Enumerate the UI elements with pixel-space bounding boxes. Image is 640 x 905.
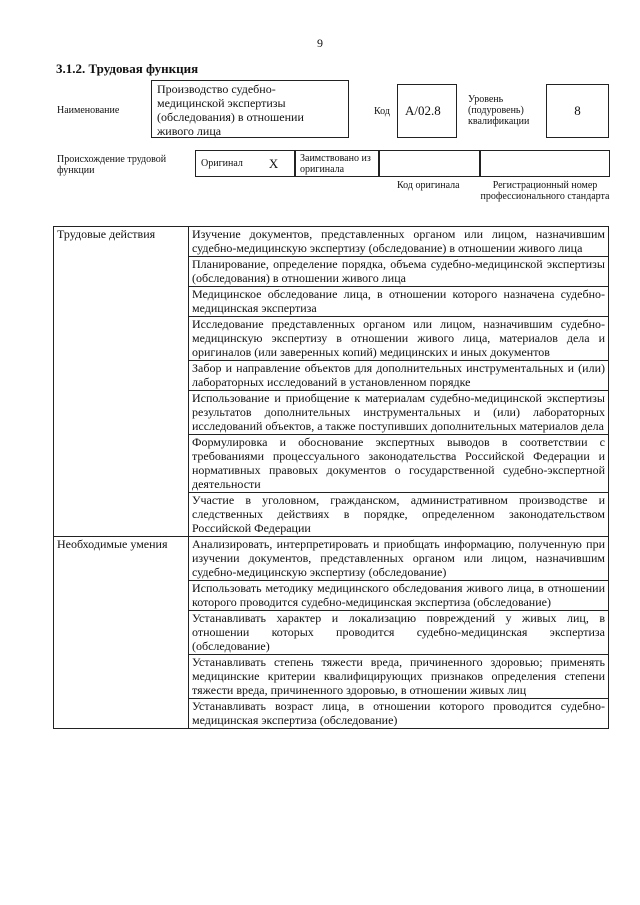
original-cell (195, 150, 295, 177)
code-label: Код (374, 106, 390, 117)
code-original-caption: Код оригинала (397, 180, 460, 191)
section-item: Участие в уголовном, гражданском, административном производстве и следственных действиях в порядке, определенном законодательством Российской Федерации (189, 493, 609, 537)
borrowed-cell: Заимствовано из оригинала (295, 150, 379, 177)
section-item: Забор и направление объектов для дополнительных инструментальных и (или) лабораторных исследований в установленном порядке (189, 361, 609, 391)
name-label: Наименование (57, 105, 120, 116)
section-item: Устанавливать возраст лица, в отношении которого проводится судебно-медицинская экспертиза (обследование) (189, 699, 609, 729)
section-item: Планирование, определение порядка, объема судебно-медицинской экспертизы (обследования) в отношении живого лица (189, 257, 609, 287)
code-cell: A/02.8 (397, 84, 457, 138)
table-row (54, 537, 609, 581)
original-label: Оригинал (201, 158, 243, 169)
function-name-cell: Производство судебно-медицинской экспертизы (обследования) в отношении живого лица (151, 80, 349, 138)
section-label: Трудовые действия (54, 227, 189, 537)
section-item: Медицинское обследование лица, в отношении которого назначена судебно-медицинская экспертиза (189, 287, 609, 317)
section-item: Формулировка и обоснование экспертных выводов в соответствии с требованиями процессуального законодательства Российской Федерации и нормативных правовых документов о государственной судебно-экспертной деятельности (189, 435, 609, 493)
section-title: 3.1.2. Трудовая функция (56, 61, 199, 76)
original-mark: X (268, 156, 279, 171)
origin-label: Происхождение трудовой функции (57, 154, 167, 176)
section-item: Устанавливать степень тяжести вреда, причиненного здоровью; применять медицинские критерии квалифицирующих признаков определения степени тяжести вреда, причиненного здоровью, в отношении живых лиц (189, 655, 609, 699)
labor-function-table (53, 226, 609, 729)
section-item: Использовать методику медицинского обследования живого лица, в отношении которого проводится судебно-медицинская экспертиза (обследование) (189, 581, 609, 611)
table-row (54, 227, 609, 257)
reg-number-cell (480, 150, 610, 177)
code-original-cell (379, 150, 480, 177)
section-item: Устанавливать характер и локализацию повреждений у живых лиц, в отношении которых проводится судебно-медицинская экспертиза (обследование) (189, 611, 609, 655)
section-label: Необходимые умения (54, 537, 189, 729)
section-item: Анализировать, интерпретировать и приобщать информацию, полученную при изучении документов, представленных органом или лицом, назначившим судебно-медицинскую экспертизу (обследование) (189, 537, 609, 581)
page-number: 9 (317, 36, 323, 50)
section-item: Изучение документов, представленных органом или лицом, назначившим судебно-медицинскую экспертизу (обследование) в отношении живого лица (189, 227, 609, 257)
section-item: Исследование представленных органом или лицом, назначившим судебно-медицинскую экспертизу в отношении живого лица, материалов дела и оригиналов (или заверенных копий) медицинских и иных документов (189, 317, 609, 361)
section-item: Использование и приобщение к материалам судебно-медицинской экспертизы результатов дополнительных инструментальных и (или) лабораторных исследований объектов, а также поступивших дополнительных материалов дела (189, 391, 609, 435)
qualification-level-label: Уровень (подуровень) квалификации (468, 94, 530, 127)
qualification-level-cell: 8 (546, 84, 609, 138)
reg-number-caption: Регистрационный номер профессионального стандарта (480, 180, 610, 202)
